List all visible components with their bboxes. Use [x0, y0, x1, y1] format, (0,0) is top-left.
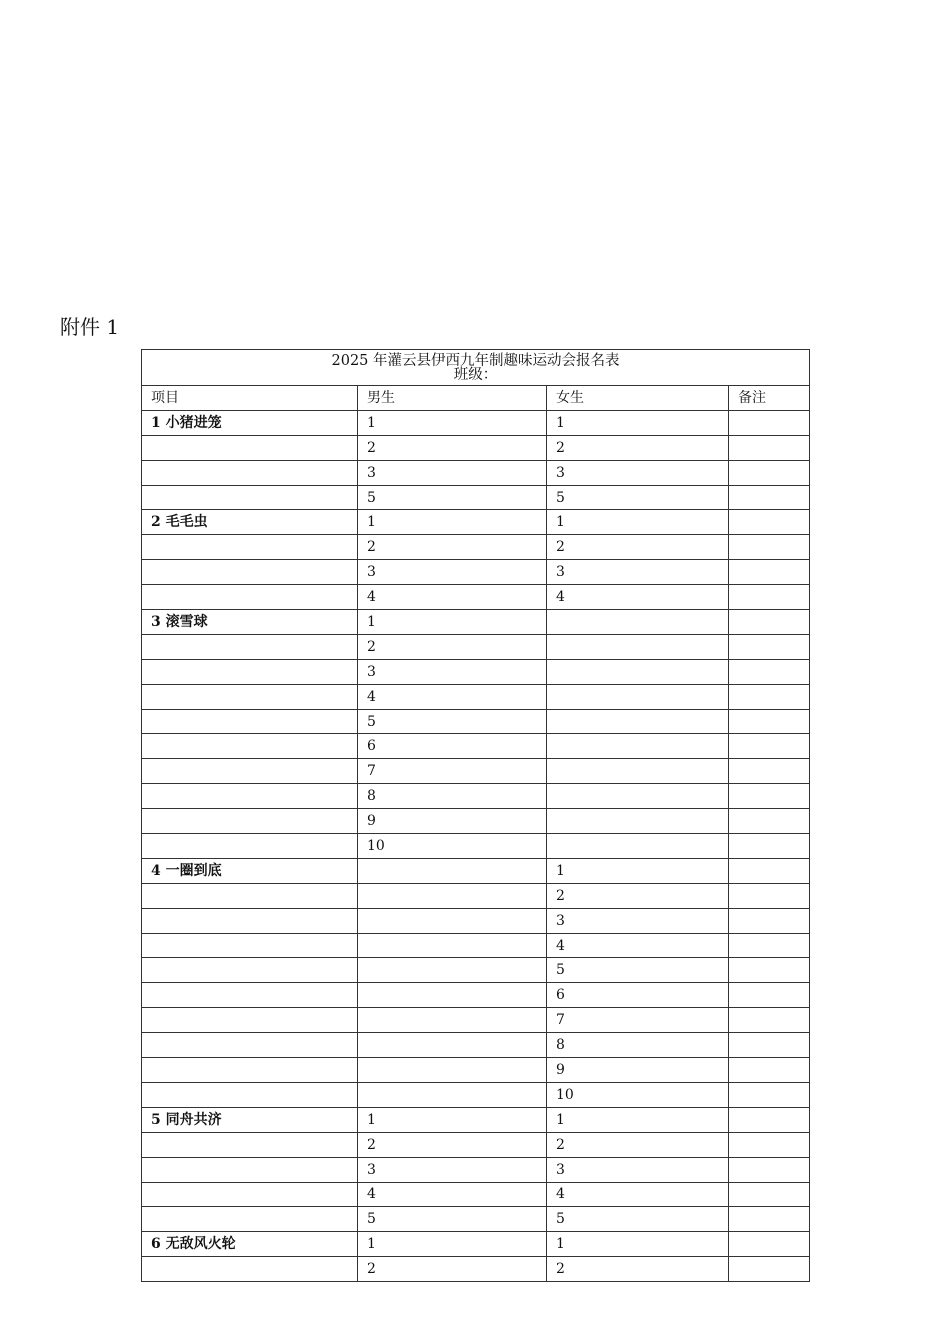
male-entry-cell: 8 [358, 784, 547, 809]
event-cell [142, 560, 358, 585]
table-row [142, 485, 810, 510]
male-entry-cell: 2 [358, 1257, 547, 1282]
remark-cell [729, 1232, 810, 1257]
male-entry-cell [358, 983, 547, 1008]
female-entry-cell: 7 [547, 1008, 729, 1033]
female-entry-cell: 3 [547, 908, 729, 933]
event-cell [142, 1008, 358, 1033]
event-cell: 3 滚雪球 [142, 610, 358, 635]
table-row [142, 1107, 810, 1132]
remark-cell [729, 610, 810, 635]
table-row [142, 809, 810, 834]
title-row [142, 350, 810, 386]
table-row [142, 610, 810, 635]
event-cell: 1 小猪进笼 [142, 410, 358, 435]
male-entry-cell: 2 [358, 1132, 547, 1157]
remark-cell [729, 1058, 810, 1083]
event-cell: 6 无敌风火轮 [142, 1232, 358, 1257]
female-entry-cell [547, 784, 729, 809]
female-entry-cell [547, 659, 729, 684]
event-cell [142, 784, 358, 809]
male-entry-cell [358, 883, 547, 908]
table-row [142, 1232, 810, 1257]
male-entry-cell [358, 1033, 547, 1058]
male-entry-cell: 3 [358, 460, 547, 485]
female-entry-cell [547, 834, 729, 859]
table-row [142, 460, 810, 485]
event-cell [142, 1182, 358, 1207]
male-entry-cell: 3 [358, 560, 547, 585]
event-cell [142, 585, 358, 610]
female-entry-cell: 2 [547, 883, 729, 908]
male-entry-cell [358, 933, 547, 958]
male-entry-cell: 4 [358, 1182, 547, 1207]
event-cell [142, 1132, 358, 1157]
male-entry-cell: 4 [358, 585, 547, 610]
remark-cell [729, 759, 810, 784]
male-entry-cell: 9 [358, 809, 547, 834]
male-entry-cell: 1 [358, 610, 547, 635]
female-entry-cell: 8 [547, 1033, 729, 1058]
event-cell [142, 958, 358, 983]
event-cell [142, 983, 358, 1008]
table-row [142, 883, 810, 908]
female-entry-cell [547, 759, 729, 784]
event-cell [142, 1082, 358, 1107]
female-entry-cell: 10 [547, 1082, 729, 1107]
male-entry-cell: 6 [358, 734, 547, 759]
female-entry-cell: 2 [547, 1257, 729, 1282]
table-row [142, 709, 810, 734]
female-entry-cell [547, 734, 729, 759]
remark-cell [729, 858, 810, 883]
event-cell [142, 535, 358, 560]
male-entry-cell: 4 [358, 684, 547, 709]
event-cell [142, 933, 358, 958]
event-cell [142, 485, 358, 510]
female-entry-cell: 2 [547, 535, 729, 560]
table-row [142, 634, 810, 659]
header-male: 男生 [358, 386, 547, 411]
table-row [142, 784, 810, 809]
header-female: 女生 [547, 386, 729, 411]
attachment-label: 附件 1 [60, 315, 120, 339]
remark-cell [729, 1082, 810, 1107]
female-entry-cell: 9 [547, 1058, 729, 1083]
table-row [142, 1182, 810, 1207]
male-entry-cell [358, 958, 547, 983]
header-row [142, 386, 810, 411]
female-entry-cell [547, 634, 729, 659]
remark-cell [729, 485, 810, 510]
remark-cell [729, 983, 810, 1008]
female-entry-cell: 1 [547, 1232, 729, 1257]
female-entry-cell: 5 [547, 958, 729, 983]
male-entry-cell: 1 [358, 1107, 547, 1132]
table-row [142, 1058, 810, 1083]
remark-cell [729, 684, 810, 709]
male-entry-cell [358, 1008, 547, 1033]
table-title: 2025 年灌云县伊西九年制趣味运动会报名表 [331, 352, 620, 369]
female-entry-cell [547, 709, 729, 734]
female-entry-cell: 5 [547, 1207, 729, 1232]
remark-cell [729, 809, 810, 834]
female-entry-cell: 2 [547, 435, 729, 460]
event-cell [142, 634, 358, 659]
table-row [142, 958, 810, 983]
event-cell [142, 460, 358, 485]
event-cell [142, 759, 358, 784]
header-item: 项目 [142, 386, 358, 411]
female-entry-cell: 1 [547, 1107, 729, 1132]
remark-cell [729, 734, 810, 759]
remark-cell [729, 883, 810, 908]
event-cell [142, 734, 358, 759]
female-entry-cell: 1 [547, 510, 729, 535]
table-row [142, 410, 810, 435]
remark-cell [729, 585, 810, 610]
event-cell: 5 同舟共济 [142, 1107, 358, 1132]
table-row [142, 684, 810, 709]
female-entry-cell: 4 [547, 933, 729, 958]
table-row [142, 560, 810, 585]
male-entry-cell: 5 [358, 1207, 547, 1232]
table-row [142, 1082, 810, 1107]
male-entry-cell: 7 [358, 759, 547, 784]
remark-cell [729, 784, 810, 809]
remark-cell [729, 1033, 810, 1058]
female-entry-cell: 3 [547, 560, 729, 585]
table-row [142, 659, 810, 684]
female-entry-cell: 1 [547, 410, 729, 435]
table-row [142, 535, 810, 560]
event-cell: 4 一圈到底 [142, 858, 358, 883]
event-cell [142, 659, 358, 684]
remark-cell [729, 1132, 810, 1157]
remark-cell [729, 933, 810, 958]
remark-cell [729, 560, 810, 585]
remark-cell [729, 1207, 810, 1232]
remark-cell [729, 510, 810, 535]
table-row [142, 759, 810, 784]
remark-cell [729, 908, 810, 933]
female-entry-cell: 5 [547, 485, 729, 510]
class-label: 班级： [453, 366, 498, 383]
event-cell [142, 809, 358, 834]
event-cell [142, 684, 358, 709]
male-entry-cell: 2 [358, 435, 547, 460]
table-row [142, 1157, 810, 1182]
table-row [142, 435, 810, 460]
event-cell [142, 883, 358, 908]
event-cell [142, 709, 358, 734]
table-row [142, 734, 810, 759]
header-remark: 备注 [729, 386, 810, 411]
female-entry-cell: 3 [547, 460, 729, 485]
table-title-cell [142, 350, 810, 386]
male-entry-cell: 5 [358, 485, 547, 510]
male-entry-cell: 1 [358, 1232, 547, 1257]
male-entry-cell [358, 908, 547, 933]
event-cell [142, 1058, 358, 1083]
remark-cell [729, 460, 810, 485]
male-entry-cell: 2 [358, 634, 547, 659]
event-cell [142, 834, 358, 859]
female-entry-cell: 3 [547, 1157, 729, 1182]
remark-cell [729, 410, 810, 435]
female-entry-cell: 4 [547, 1182, 729, 1207]
remark-cell [729, 535, 810, 560]
male-entry-cell: 1 [358, 410, 547, 435]
remark-cell [729, 1157, 810, 1182]
table-row [142, 585, 810, 610]
event-cell [142, 1033, 358, 1058]
male-entry-cell: 3 [358, 659, 547, 684]
event-cell [142, 1157, 358, 1182]
remark-cell [729, 435, 810, 460]
male-entry-cell [358, 1058, 547, 1083]
male-entry-cell: 5 [358, 709, 547, 734]
table-row [142, 908, 810, 933]
table-row [142, 1257, 810, 1282]
table-row [142, 1008, 810, 1033]
male-entry-cell: 1 [358, 510, 547, 535]
remark-cell [729, 1008, 810, 1033]
remark-cell [729, 659, 810, 684]
remark-cell [729, 709, 810, 734]
event-cell [142, 435, 358, 460]
male-entry-cell [358, 1082, 547, 1107]
female-entry-cell [547, 684, 729, 709]
event-cell [142, 1257, 358, 1282]
male-entry-cell [358, 858, 547, 883]
table-row [142, 983, 810, 1008]
table-row [142, 1132, 810, 1157]
remark-cell [729, 958, 810, 983]
male-entry-cell: 2 [358, 535, 547, 560]
event-cell: 2 毛毛虫 [142, 510, 358, 535]
female-entry-cell: 1 [547, 858, 729, 883]
female-entry-cell: 6 [547, 983, 729, 1008]
remark-cell [729, 1107, 810, 1132]
male-entry-cell: 10 [358, 834, 547, 859]
table-row [142, 933, 810, 958]
remark-cell [729, 1257, 810, 1282]
remark-cell [729, 634, 810, 659]
event-cell [142, 1207, 358, 1232]
table-row [142, 1207, 810, 1232]
female-entry-cell: 4 [547, 585, 729, 610]
table-row [142, 858, 810, 883]
female-entry-cell [547, 610, 729, 635]
registration-table [141, 349, 810, 1282]
remark-cell [729, 1182, 810, 1207]
table-row [142, 834, 810, 859]
event-cell [142, 908, 358, 933]
female-entry-cell: 2 [547, 1132, 729, 1157]
table-row [142, 510, 810, 535]
remark-cell [729, 834, 810, 859]
table-body [142, 350, 810, 1282]
male-entry-cell: 3 [358, 1157, 547, 1182]
female-entry-cell [547, 809, 729, 834]
table-row [142, 1033, 810, 1058]
